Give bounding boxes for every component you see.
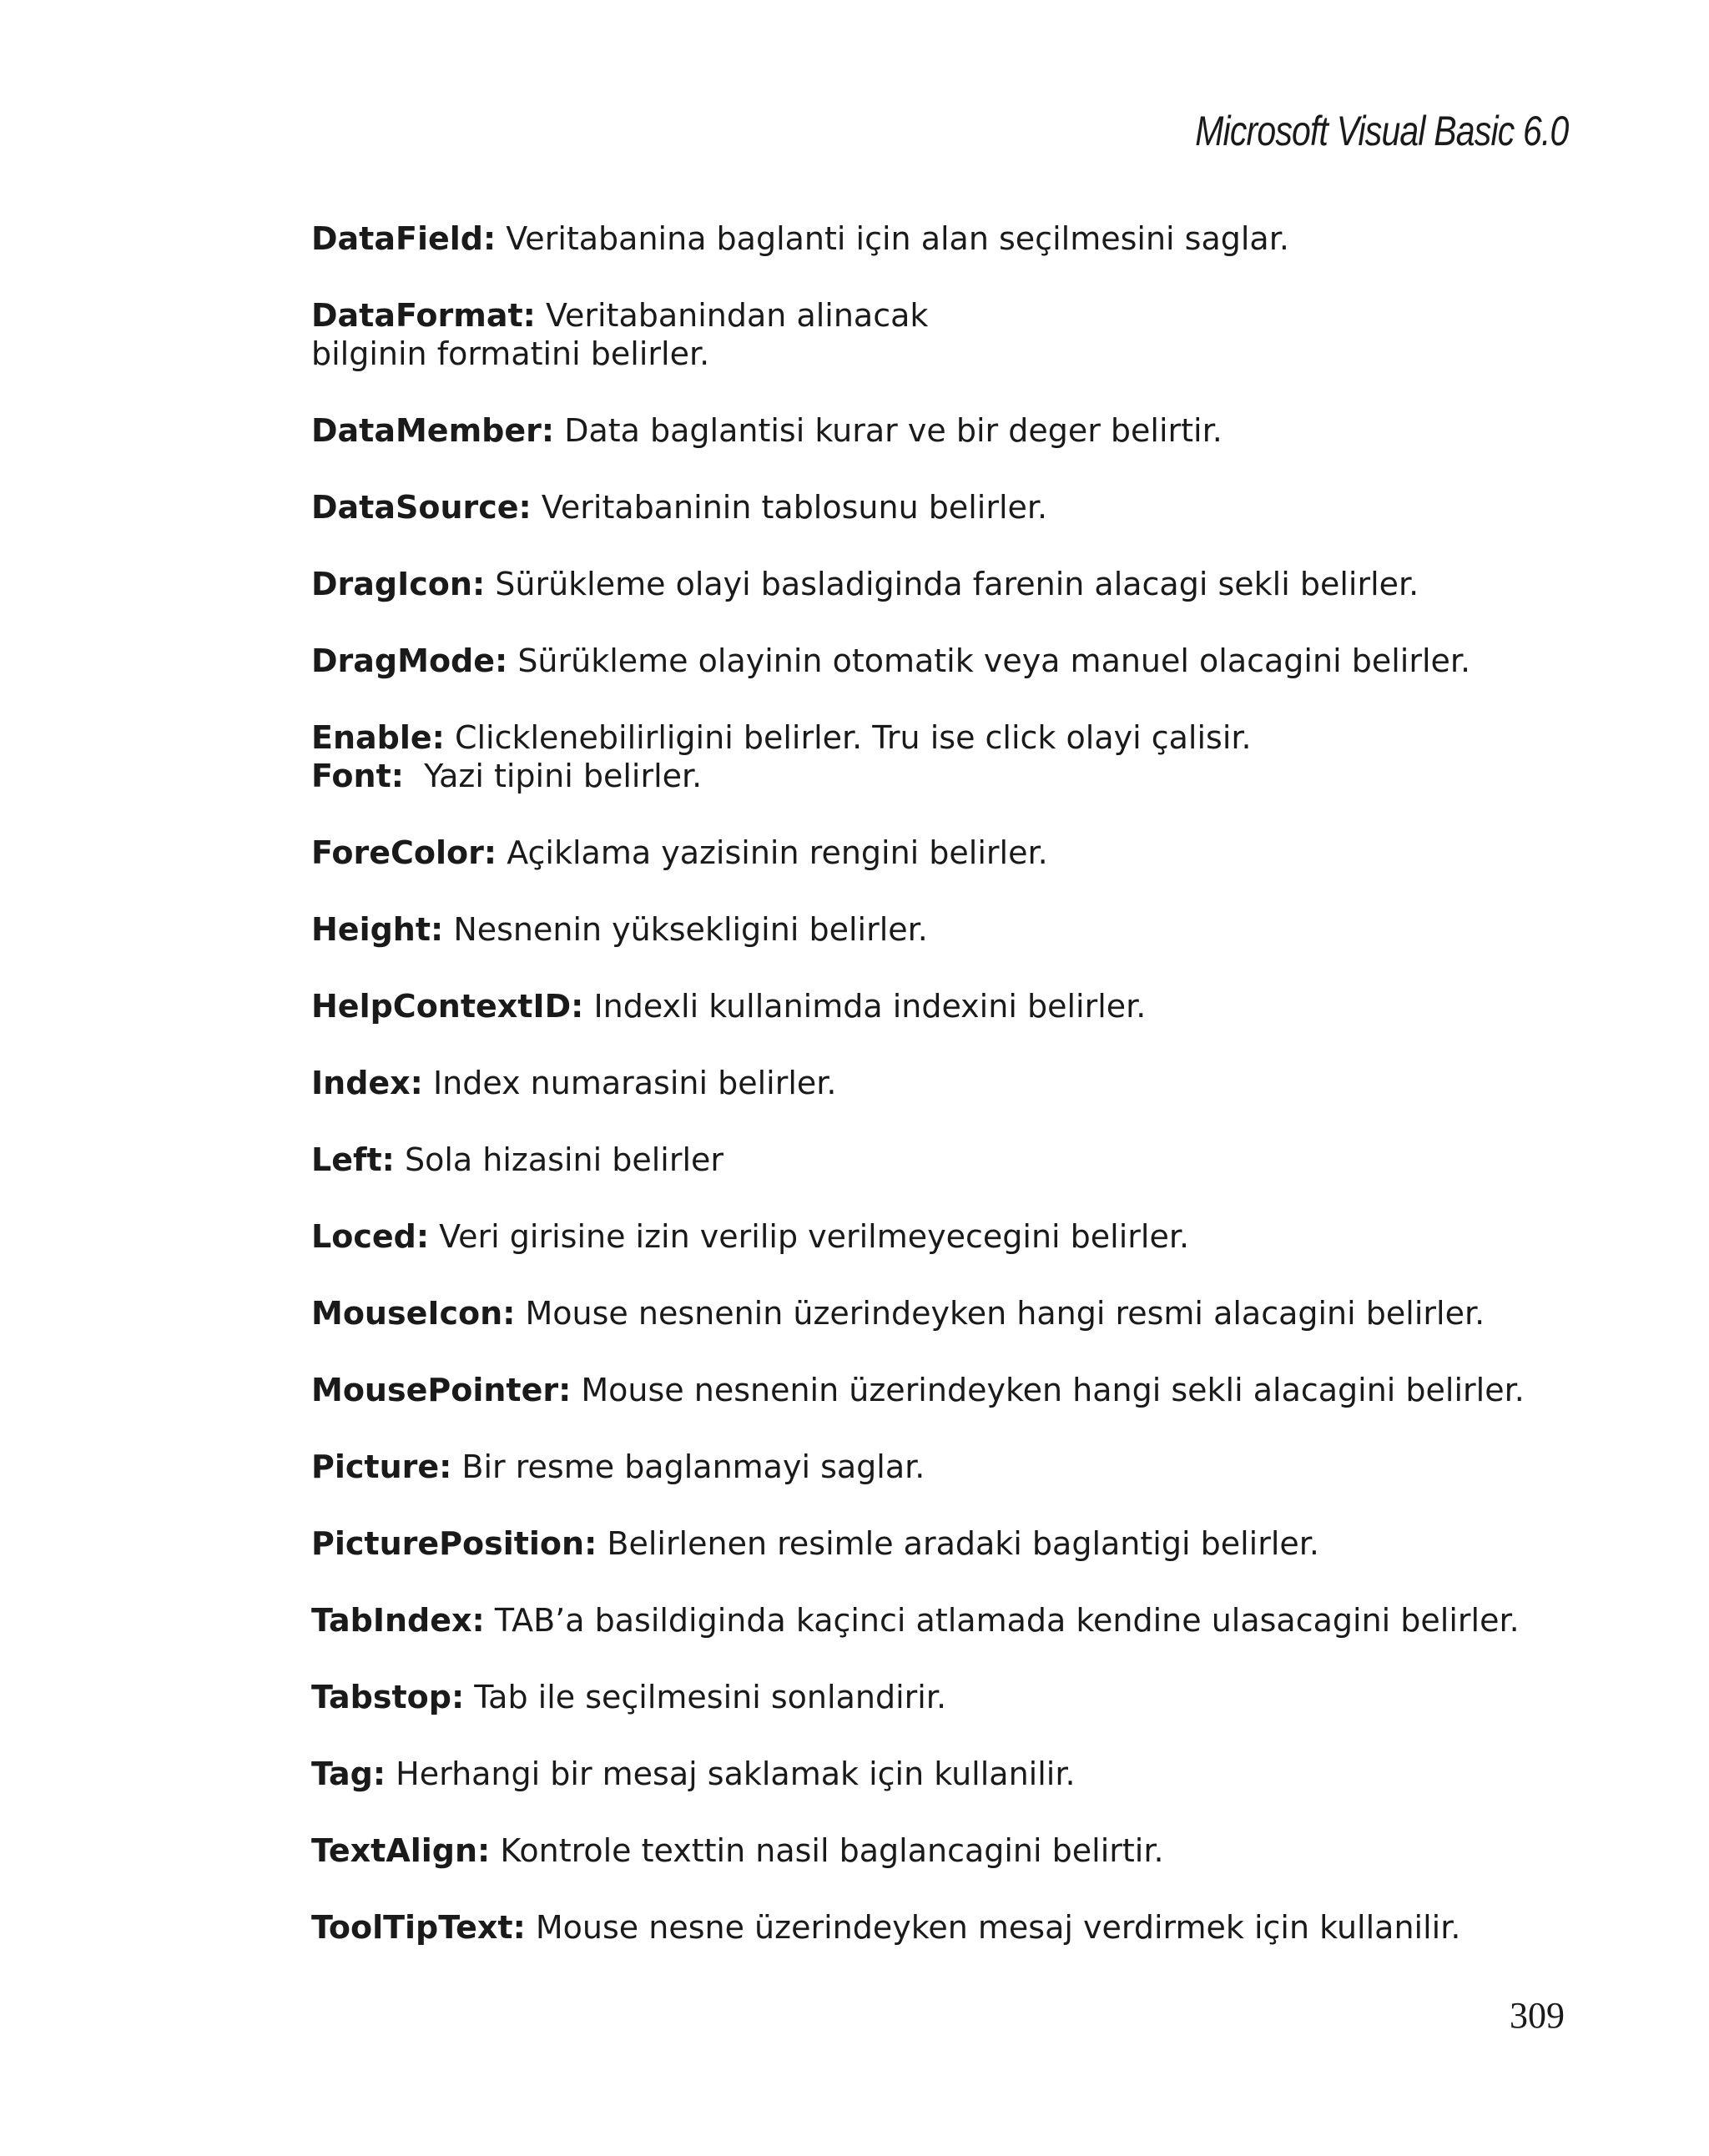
entry-tooltiptext <box>311 1908 1613 1947</box>
entry-description: Nesnenin yüksekligini belirler. <box>453 911 928 948</box>
entry-description: Sola hizasini belirler <box>404 1141 724 1178</box>
entry-term: ForeColor: <box>311 834 497 871</box>
entry-term: Picture: <box>311 1448 452 1485</box>
entry-description: Herhangi bir mesaj saklamak için kullanilir. <box>396 1756 1076 1792</box>
entry-term: DataMember: <box>311 412 555 449</box>
entry-term: TextAlign: <box>311 1832 491 1869</box>
entry-loced <box>311 1217 1613 1256</box>
entry-description: TAB’a basildiginda kaçinci atlamada kendine ulasacagini belirler. <box>494 1602 1520 1639</box>
entry-description: Clicklenebilirligini belirler. Tru ise click olayi çalisir. <box>454 719 1252 756</box>
entry-description: Mouse nesnenin üzerindeyken hangi sekli alacagini belirler. <box>581 1372 1525 1408</box>
entry-helpcontextid <box>311 987 1613 1025</box>
entry-left <box>311 1141 1613 1179</box>
entry-tag <box>311 1755 1613 1793</box>
entry-tabstop <box>311 1678 1613 1716</box>
entry-term: Font: <box>311 758 404 794</box>
entry-term: MouseIcon: <box>311 1295 516 1332</box>
entry-datafield <box>311 219 1613 258</box>
entry-term: DataFormat: <box>311 297 536 334</box>
entry-tabindex <box>311 1601 1613 1640</box>
entry-term: DragIcon: <box>311 566 486 602</box>
entry-mouseicon <box>311 1294 1613 1332</box>
entry-font <box>311 757 1613 795</box>
entry-height <box>311 910 1613 949</box>
entry-term: Tabstop: <box>311 1679 465 1715</box>
entry-description: Mouse nesnenin üzerindeyken hangi resmi alacagini belirler. <box>525 1295 1485 1332</box>
entry-description: Tab ile seçilmesini sonlandirir. <box>474 1679 947 1715</box>
entry-term: ToolTipText: <box>311 1909 526 1946</box>
entry-datamember <box>311 411 1613 450</box>
entry-description: Sürükleme olayi basladiginda farenin alacagi sekli belirler. <box>495 566 1419 602</box>
entry-forecolor <box>311 834 1613 872</box>
entry-textalign <box>311 1831 1613 1870</box>
entry-enable <box>311 718 1613 757</box>
entry-index <box>311 1064 1613 1102</box>
entry-description: Veri girisine izin verilip verilmeyecegini belirler. <box>439 1218 1190 1255</box>
entry-term: DataField: <box>311 220 497 257</box>
entry-description: Indexli kullanimda indexini belirler. <box>593 988 1147 1025</box>
entry-picture <box>311 1448 1613 1486</box>
entry-description: Bir resme baglanmayi saglar. <box>461 1448 925 1485</box>
entry-description: Veritabanina baglanti için alan seçilmesini saglar. <box>506 220 1289 257</box>
entry-term: Left: <box>311 1141 395 1178</box>
entry-description: Kontrole texttin nasil baglancagini belirtir. <box>500 1832 1164 1869</box>
entry-datasource <box>311 488 1613 526</box>
entry-term: Enable: <box>311 719 445 756</box>
entry-description: Sürükleme olayinin otomatik veya manuel olacagini belirler. <box>517 642 1471 679</box>
entry-term: PicturePosition: <box>311 1525 597 1562</box>
entry-dragicon <box>311 565 1613 603</box>
entry-description: Belirlenen resimle aradaki baglantigi belirler. <box>607 1525 1319 1562</box>
page-number: 309 <box>1510 1995 1565 2036</box>
property-list <box>311 219 1613 1985</box>
running-header: Microsoft Visual Basic 6.0 <box>1195 108 1569 154</box>
entry-pictureposition <box>311 1524 1613 1563</box>
entry-description: Veritabanindan alinacak bilginin formatini belirler. <box>311 297 929 372</box>
entry-mousepointer <box>311 1371 1613 1409</box>
entry-term: Height: <box>311 911 444 948</box>
entry-description: Açiklama yazisinin rengini belirler. <box>507 834 1048 871</box>
entry-dragmode <box>311 642 1613 680</box>
entry-term: Index: <box>311 1065 423 1101</box>
entry-term: Tag: <box>311 1756 386 1792</box>
entry-term: DragMode: <box>311 642 508 679</box>
entry-description: Index numarasini belirler. <box>432 1065 837 1101</box>
entry-term: HelpContextID: <box>311 988 584 1025</box>
entry-dataformat <box>311 296 970 373</box>
entry-description: Yazi tipini belirler. <box>424 758 703 794</box>
entry-term: DataSource: <box>311 489 532 526</box>
entry-term: TabIndex: <box>311 1602 485 1639</box>
entry-term: Loced: <box>311 1218 430 1255</box>
entry-description: Veritabaninin tablosunu belirler. <box>541 489 1048 526</box>
entry-term: MousePointer: <box>311 1372 572 1408</box>
entry-description: Data baglantisi kurar ve bir deger belirtir. <box>564 412 1223 449</box>
entry-description: Mouse nesne üzerindeyken mesaj verdirmek için kullanilir. <box>535 1909 1461 1946</box>
